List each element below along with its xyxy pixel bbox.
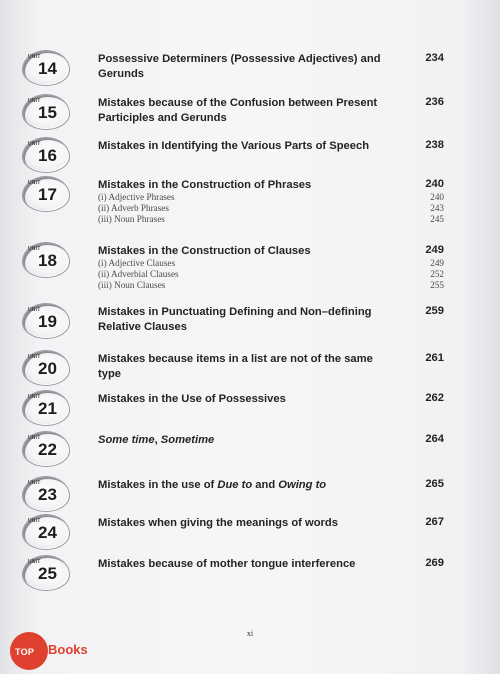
entry-title-line: Gerunds bbox=[98, 68, 145, 80]
subsection-page-number: 243 bbox=[430, 203, 444, 213]
unit-number: 25 bbox=[38, 564, 57, 583]
unit-badge bbox=[22, 431, 70, 467]
logo-word: Books bbox=[48, 642, 88, 657]
entry-title-line: Mistakes because items in a list are not of the same type bbox=[98, 353, 373, 380]
entry-title-part: Due to bbox=[217, 479, 253, 491]
entry-page-number: 234 bbox=[425, 52, 444, 64]
unit-badge bbox=[22, 555, 70, 591]
entry-title-line: Mistakes in Punctuating Defining and Non–defining bbox=[98, 306, 372, 318]
unit-badge bbox=[22, 242, 70, 278]
entry-page-number: 262 bbox=[425, 392, 444, 404]
entry-title-line: Relative Clauses bbox=[98, 321, 187, 333]
unit-number: 21 bbox=[38, 399, 57, 418]
unit-label: UNIT bbox=[28, 98, 41, 104]
entry-title bbox=[98, 557, 398, 572]
entry-title bbox=[98, 352, 398, 382]
entry-page-number: 240 bbox=[425, 178, 444, 190]
unit-label: UNIT bbox=[28, 354, 41, 360]
entry-title-line: Mistakes because of the Confusion between Present bbox=[98, 97, 378, 109]
entry-title-line: Possessive Determiners (Possessive Adjectives) and bbox=[98, 53, 381, 65]
subsection-label: (iii) Noun Phrases bbox=[98, 214, 165, 224]
entry-page-number: 264 bbox=[425, 433, 444, 445]
entry-title-line: Mistakes when giving the meanings of words bbox=[98, 517, 338, 529]
unit-label: UNIT bbox=[28, 480, 41, 486]
unit-label: UNIT bbox=[28, 54, 41, 60]
entry-title bbox=[98, 139, 398, 154]
entry-page-number: 238 bbox=[425, 139, 444, 151]
unit-label: UNIT bbox=[28, 246, 41, 252]
unit-label: UNIT bbox=[28, 394, 41, 400]
unit-badge bbox=[22, 390, 70, 426]
unit-number: 20 bbox=[38, 359, 57, 378]
unit-number: 14 bbox=[38, 59, 57, 78]
entry-page-number: 249 bbox=[425, 244, 444, 256]
entry-title-line: Participles and Gerunds bbox=[98, 112, 227, 124]
entry-title bbox=[98, 478, 398, 493]
unit-badge bbox=[22, 50, 70, 86]
entry-title bbox=[98, 244, 398, 259]
entry-title bbox=[98, 433, 398, 448]
logo-circle-text: TOP bbox=[15, 647, 35, 657]
subsection-label: (i) Adjective Clauses bbox=[98, 258, 176, 268]
unit-badge bbox=[22, 137, 70, 173]
unit-badge bbox=[22, 476, 70, 512]
unit-badge bbox=[22, 94, 70, 130]
unit-number: 23 bbox=[38, 485, 57, 504]
entry-title bbox=[98, 52, 398, 82]
subsection-page-number: 255 bbox=[430, 280, 444, 290]
unit-number: 22 bbox=[38, 440, 57, 459]
unit-number: 15 bbox=[38, 103, 57, 122]
entry-page-number: 269 bbox=[425, 557, 444, 569]
topbooks-watermark-logo bbox=[4, 630, 114, 674]
subsection-label: (iii) Noun Clauses bbox=[98, 280, 166, 290]
entry-title-line: Mistakes in the Construction of Phrases bbox=[98, 179, 312, 191]
entry-title-part: and bbox=[252, 479, 279, 491]
subsection-page-number: 252 bbox=[430, 269, 444, 279]
entry-title bbox=[98, 392, 398, 407]
unit-badge bbox=[22, 350, 70, 386]
entry-page-number: 259 bbox=[425, 305, 444, 317]
unit-number: 24 bbox=[38, 523, 57, 542]
subsection-label: (i) Adjective Phrases bbox=[98, 192, 175, 202]
unit-label: UNIT bbox=[28, 518, 41, 524]
entry-title-line: Mistakes in Identifying the Various Parts of Speech bbox=[98, 140, 370, 152]
entry-page-number: 267 bbox=[425, 516, 444, 528]
entry-title-part: Sometime bbox=[160, 434, 215, 446]
unit-badge bbox=[22, 303, 70, 339]
entry-page-number: 265 bbox=[425, 478, 444, 490]
entry-title bbox=[98, 305, 398, 335]
entry-title-part: Owing to bbox=[278, 479, 327, 491]
page-footer-number: xi bbox=[246, 629, 254, 638]
entry-title-part: , bbox=[154, 434, 161, 446]
subsection-label: (ii) Adverbial Clauses bbox=[98, 269, 179, 279]
subsection-label: (ii) Adverb Phrases bbox=[98, 203, 169, 213]
unit-badge bbox=[22, 514, 70, 550]
subsection-page-number: 245 bbox=[430, 214, 444, 224]
entry-page-number: 236 bbox=[425, 96, 444, 108]
unit-label: UNIT bbox=[28, 307, 41, 313]
unit-number: 19 bbox=[38, 312, 57, 331]
entry-title-part: Mistakes in the use of bbox=[98, 479, 218, 491]
entry-title-line: Mistakes in the Use of Possessives bbox=[98, 393, 286, 405]
subsection-page-number: 249 bbox=[430, 258, 444, 268]
entry-title-line: Mistakes because of mother tongue interference bbox=[98, 558, 356, 570]
entry-page-number: 261 bbox=[425, 352, 444, 364]
entry-title-line: Mistakes in the Construction of Clauses bbox=[98, 245, 311, 257]
entry-title bbox=[98, 516, 398, 531]
entry-title bbox=[98, 178, 398, 193]
unit-label: UNIT bbox=[28, 141, 41, 147]
unit-number: 17 bbox=[38, 185, 57, 204]
entry-title-part: Some time bbox=[98, 434, 155, 446]
unit-label: UNIT bbox=[28, 559, 41, 565]
unit-number: 16 bbox=[38, 146, 57, 165]
subsection-page-number: 240 bbox=[430, 192, 444, 202]
unit-label: UNIT bbox=[28, 180, 41, 186]
unit-number: 18 bbox=[38, 251, 57, 270]
entry-title bbox=[98, 96, 398, 126]
unit-badge bbox=[22, 176, 70, 212]
unit-label: UNIT bbox=[28, 435, 41, 441]
